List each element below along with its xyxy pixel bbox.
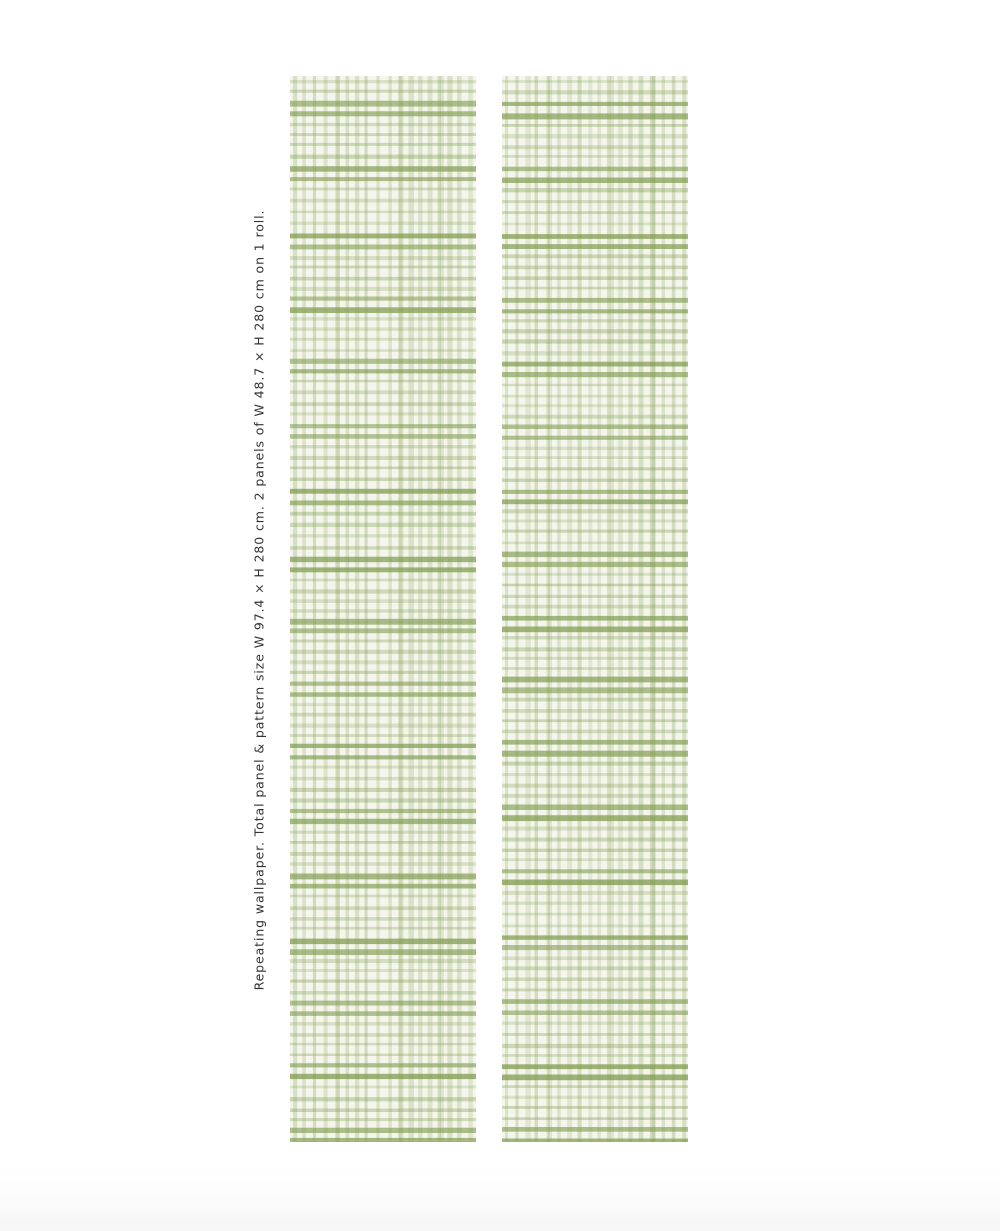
wallpaper-panel-right xyxy=(502,76,688,1142)
bottom-shadow xyxy=(0,1171,1000,1231)
gingham-pattern-left xyxy=(290,76,476,1142)
gingham-pattern-right xyxy=(502,76,688,1142)
wallpaper-panel-left xyxy=(290,76,476,1142)
caption-text: Repeating wallpaper. Total panel & pattern size W 97.4 × H 280 cm. 2 panels of W 48.7 × H 280 cm on 1 roll. xyxy=(251,209,267,991)
